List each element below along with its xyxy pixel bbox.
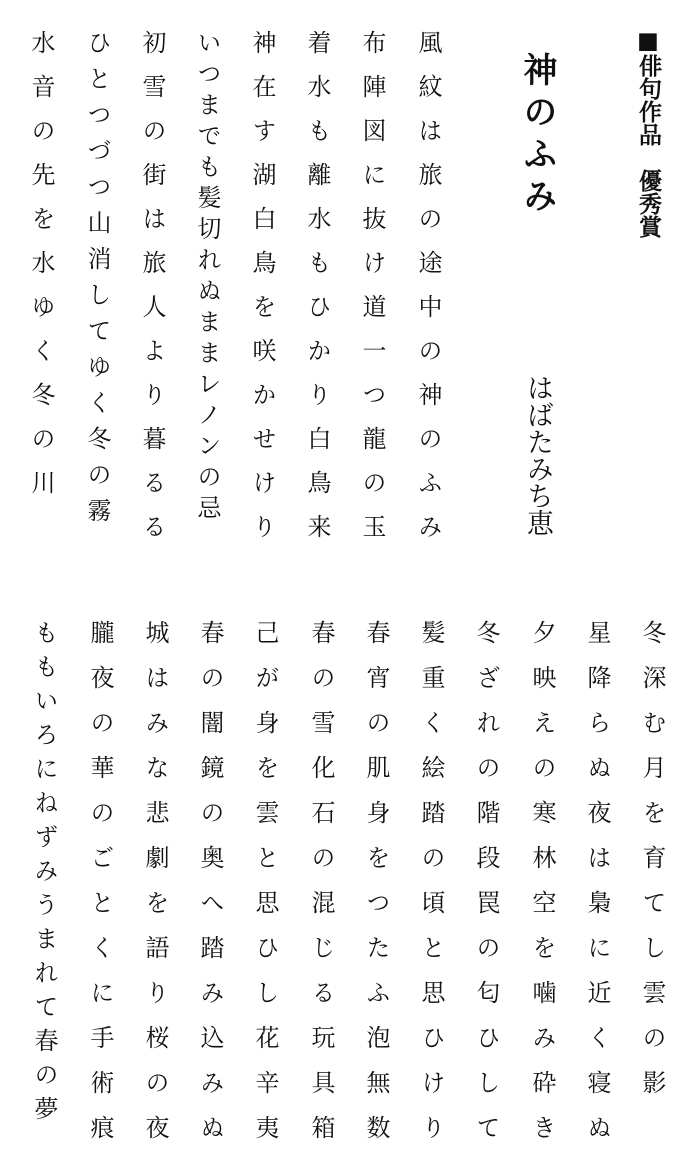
- haiku-line: ももいろにねずみうまれて春の夢: [30, 620, 58, 1130]
- haiku-line: ひとつづつ山消してゆく冬の霧: [83, 30, 111, 534]
- haiku-line: 朧夜の華のごとくに手術痕: [86, 620, 114, 1160]
- haiku-line: 星降らぬ夜は梟に近く寝ぬ: [583, 620, 611, 1160]
- haiku-line: 神在す湖白鳥を咲かせけり: [248, 30, 276, 558]
- haiku-line: 水音の先を水ゆく冬の川: [27, 30, 55, 514]
- haiku-line: いつまでも髪切れぬままレノンの忌: [193, 30, 221, 526]
- haiku-line: 春の闇鏡の奥へ踏み込みぬ: [196, 620, 224, 1160]
- work-title: 神のふみ: [517, 52, 557, 220]
- haiku-line: 城はみな悲劇を語り桜の夜: [141, 620, 169, 1160]
- haiku-line: 己が身を雲と思ひし花辛夷: [251, 620, 279, 1160]
- author-name: はばたみち恵: [522, 374, 553, 536]
- haiku-line: 夕映えの寒林空を噛み砕き: [528, 620, 556, 1160]
- haiku-line: 冬ざれの階段罠の匂ひして: [472, 620, 500, 1160]
- haiku-line: 着水も離水もひかり白鳥来: [303, 30, 331, 558]
- haiku-line: 春宵の肌身をつたふ泡無数: [362, 620, 390, 1160]
- haiku-line: 風紋は旅の途中の神のふみ: [414, 30, 442, 558]
- haiku-line: 春の雪化石の混じる玩具箱: [307, 620, 335, 1160]
- haiku-line: 初雪の街は旅人より暮るる: [138, 30, 166, 558]
- haiku-line: 髪重く絵踏の頃と思ひけり: [417, 620, 445, 1160]
- haiku-line: 冬深む月を育てし雲の影: [638, 620, 666, 1115]
- haiku-line: 布陣図に抜け道一つ龍の玉: [358, 30, 386, 558]
- section-label: ■俳句作品 優秀賞: [635, 28, 661, 238]
